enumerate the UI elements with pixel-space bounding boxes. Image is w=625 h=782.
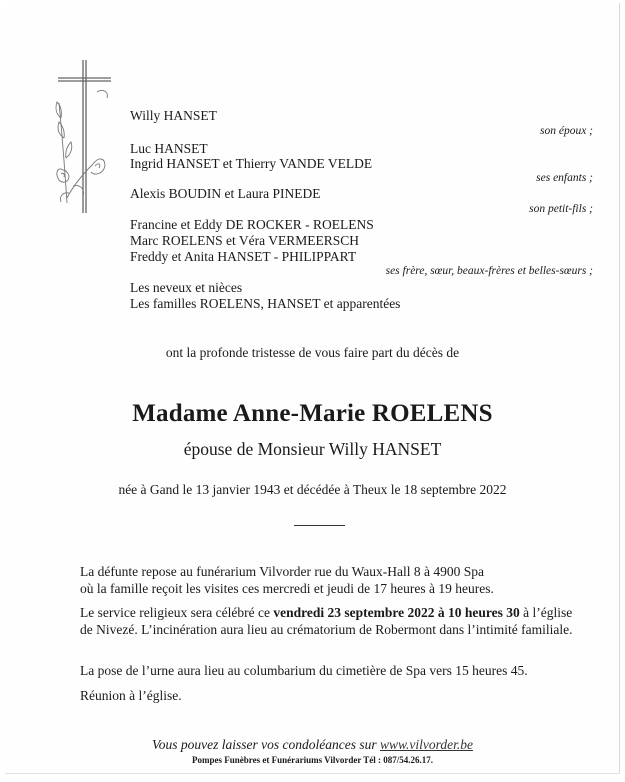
siblings-role: ses frère, sœur, beaux-frères et belles-sœurs ;	[385, 265, 593, 277]
service-paragraph	[80, 604, 580, 638]
grandchild-name: Alexis BOUDIN et Laura PINEDE	[130, 186, 321, 201]
widower-name: Willy HANSET	[130, 108, 217, 123]
visitation-line: où la famille reçoit les visites ces mercredi et jeudi de 17 heures à 19 heures.	[80, 581, 494, 596]
visitation-paragraph	[80, 563, 580, 597]
deceased-name: Madame Anne-Marie ROELENS	[132, 400, 493, 427]
sibling-name: Francine et Eddy DE ROCKER - ROELENS	[130, 217, 374, 232]
visitation-line: La défunte repose au funérarium Vilvorder rue du Waux-Hall 8 à 4900 Spa	[80, 564, 484, 579]
condolences-text: Vous pouvez laisser vos condoléances sur	[152, 737, 380, 752]
separator-rule	[294, 525, 345, 526]
meeting-paragraph: Réunion à l’église.	[80, 688, 182, 703]
child-name: Ingrid HANSET et Thierry VANDE VELDE	[130, 156, 373, 171]
relatives-line: Les neveux et nièces	[130, 280, 243, 295]
sibling-name: Marc ROELENS et Véra VERMEERSCH	[130, 233, 359, 248]
condolences-link[interactable]: www.vilvorder.be	[379, 737, 473, 752]
service-details: à l’église de Nivezé. L’incinération aura lieu au crématorium de Robermont dans l’intimité familiale.	[80, 605, 573, 637]
grandchild-role: son petit-fils ;	[529, 203, 593, 215]
service-intro: Le service religieux sera célébré ce	[80, 605, 274, 620]
relatives-line: Les familles ROELENS, HANSET et apparentées	[130, 296, 401, 311]
condolences-line	[5, 737, 620, 753]
intro-line: ont la profonde tristesse de vous faire part du décès de	[165, 345, 460, 360]
children-role: ses enfants ;	[536, 172, 593, 184]
urn-paragraph: La pose de l’urne aura lieu au columbarium du cimetière de Spa vers 15 heures 45.	[80, 663, 528, 678]
dates-line: née à Gand le 13 janvier 1943 et décédée à Theux le 18 septembre 2022	[118, 482, 507, 497]
funeral-notice	[5, 3, 620, 774]
spouse-line: épouse de Monsieur Willy HANSET	[183, 439, 442, 459]
sibling-name: Freddy et Anita HANSET - PHILIPPART	[130, 249, 357, 264]
funeral-home-line: Pompes Funèbres et Funérariums Vilvorder Tél : 087/54.26.17.	[192, 755, 433, 765]
cross-with-lily-icon	[53, 58, 118, 218]
widower-role: son époux ;	[539, 125, 593, 137]
service-date: vendredi 23 septembre 2022 à 10 heures 30	[273, 605, 520, 620]
child-name: Luc HANSET	[130, 141, 208, 156]
